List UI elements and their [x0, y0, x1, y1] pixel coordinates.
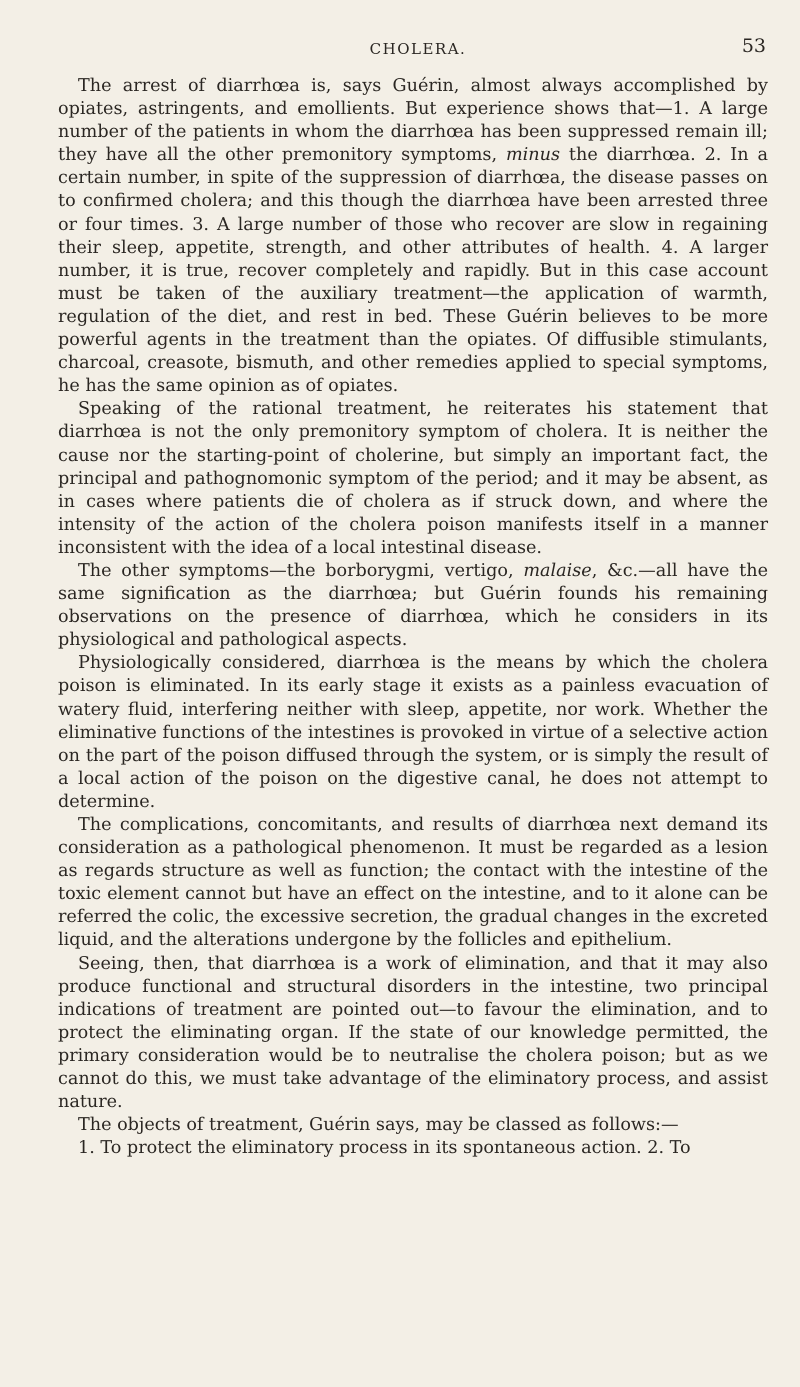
paragraph-6: Seeing, then, that diarrhœa is a work of elimination, and that it may also produce functional and structural disorders in the intestine, two principal indications of treatment are pointed out—to favour the elimination, and to protect the eliminating organ. If the state of our knowledge permitted, the primary consideration would be to neutralise the cholera poison; but as we cannot do this, we must take advantage of the eliminatory process, and assist nature. [58, 953, 768, 1113]
paragraph-1-text-start: The arrest of diarrhœa is, says Guérin, almost always accomplished by opiates, astringents, and emollients. But experience shows that—1. A large number of the patients in whom the diarrhœa has been suppressed remain ill; they have all the other premonitory symptoms, [58, 76, 768, 166]
body-text [58, 75, 768, 1160]
paragraph-1-text-end: the diarrhœa. 2. In a certain number, in spite of the suppression of diarrhœa, the disease passes on to confirmed cholera; and this though the diarrhœa have been arrested three or four times. 3. A large number of those who recover are slow in regaining their sleep, appetite, strength, and other attributes of health. 4. A larger number, it is true, recover completely and rapidly. But in this case account must be taken of the auxiliary treatment—the application of warmth, regulation of the diet, and rest in bed. These Guérin believes to be more powerful agents in the treatment than the opiates. Of diffusible stimulants, charcoal, creasote, bismuth, and other remedies applied to special symptoms, he has the same opinion as of opiates. [58, 145, 769, 397]
paragraph-2: Speaking of the rational treatment, he reiterates his statement that diarrhœa is not the only premonitory symptom of cholera. It is neither the cause nor the starting-point of cholerine, but simply an important fact, the principal and pathognomonic symptom of the period; and it may be absent, as in cases where patients die of cholera as if struck down, and where the intensity of the action of the cholera poison manifests itself in a manner inconsistent with the idea of a local intestinal disease. [58, 399, 768, 558]
italic-malaise: malaise [523, 560, 592, 581]
page-number: 53 [741, 35, 766, 57]
paragraph-1 [58, 75, 768, 398]
page-header [70, 30, 766, 74]
paragraph-3-text-end: , &c.—all have the same signification as the diarrhœa; but Guérin founds his remaining observations on the presence of diarrhœa, which he considers in its physiological and pathological aspects. [58, 560, 768, 651]
paragraph-3-text-start: The other symptoms—the borborygmi, vertigo, [78, 560, 524, 581]
running-head: CHOLERA. [369, 40, 467, 58]
paragraph-4: Physiologically considered, diarrhœa is the means by which the cholera poison is eliminated. In its early stage it exists as a painless evacuation of watery fluid, interfering neither with sleep, appetite, nor work. Whether the eliminative functions of the intestines is provoked in virtue of a selective action on the part of the poison diffused through the system, or is simply the result of a local action of the poison on the digestive canal, he does not attempt to determine. [58, 653, 768, 812]
paragraph-5: The complications, concomitants, and results of diarrhœa next demand its consideration as a pathological phenomenon. It must be regarded as a lesion as regards structure as well as function; the contact with the intestine of the toxic element cannot but have an effect on the intestine, and to it alone can be referred the colic, the excessive secretion, the gradual changes in the excreted liquid, and the alterations undergone by the follicles and epithelium. [58, 815, 768, 951]
paragraph-7: The objects of treatment, Guérin says, may be classed as follows:— [78, 1115, 679, 1136]
paragraph-8-line: 1. To protect the eliminatory process in its spontaneous action. 2. To [78, 1138, 691, 1159]
paragraph-3 [58, 560, 768, 652]
italic-minus: minus [505, 145, 560, 166]
